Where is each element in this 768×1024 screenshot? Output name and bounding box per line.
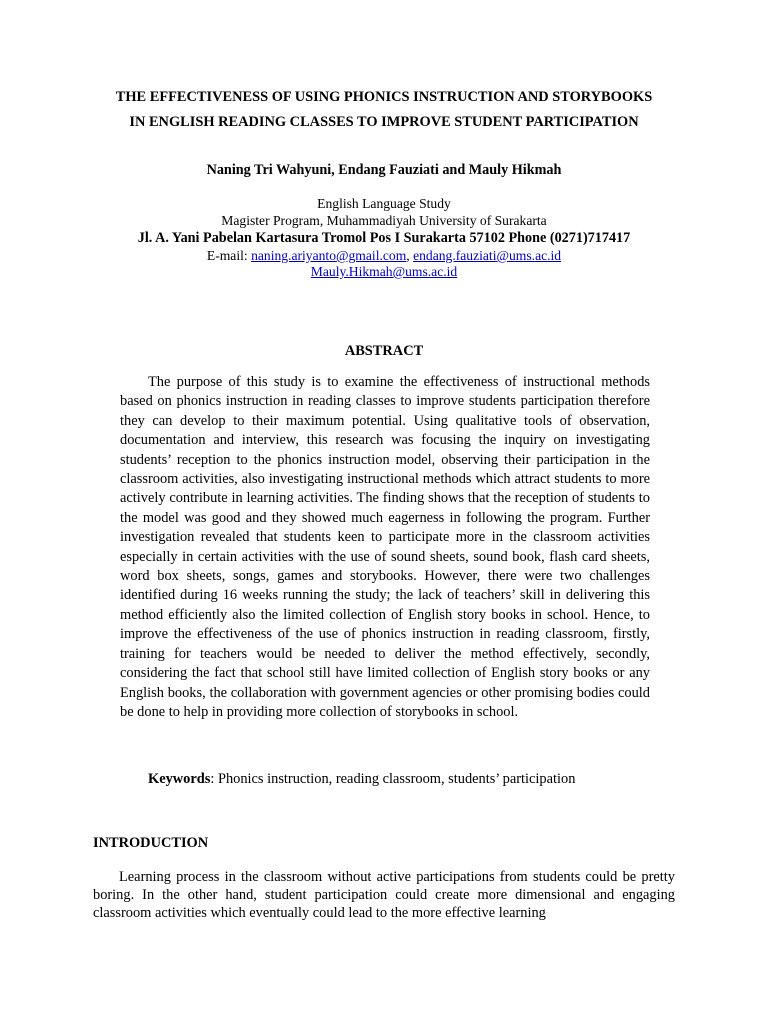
author-list: Naning Tri Wahyuni, Endang Fauziati and Mauly Hikmah — [206, 162, 562, 178]
title-line-2: IN ENGLISH READING CLASSES TO IMPROVE STUDENT PARTICIPATION — [129, 114, 639, 130]
email-link-3[interactable]: Mauly.Hikmah@ums.ac.id — [310, 264, 458, 279]
title-line-1: THE EFFECTIVENESS OF USING PHONICS INSTRUCTION AND STORYBOOKS — [115, 89, 653, 105]
abstract-body: The purpose of this study is to examine the effectiveness of instructional methods based on phonics instruction in reading classes to improve students participation therefore they can develop to their maximum potential. Using qualitative tools of observation, documentation and interview, this research was focusing the inquiry on investigating students’ reception to the phonics instruction model, observing their participation in the classroom activities, also investigating instructional methods which attract students to more actively contribute in learning activities. The finding shows that the reception of students to the model was good and they showed much eagerness in following the program. Further investigation revealed that students keen to participate more in the classroom activities especially in certain activities with the use of sound sheets, sound book, flash card sheets, word box sheets, songs, games and storybooks. However, there were two challenges identified during 16 weeks running the study; the lack of teachers’ skill in delivering this method efficiently also the limited collection of English story books in school. Hence, to improve the effectiveness of the use of phonics instruction in reading classroom, firstly, training for teachers would be needed to deliver the method effectively, secondly, considering the fact that school still have limited collection of English story books or any English books, the collaboration with government agencies or other promising bodies could be done to help in providing more collection of storybooks in school. — [120, 374, 650, 720]
email-link-1[interactable]: naning.ariyanto@gmail.com — [251, 248, 407, 263]
keywords-text: : Phonics instruction, reading classroom, students’ participation — [210, 771, 576, 787]
keywords-label: Keywords — [148, 771, 211, 787]
affiliation-program: Magister Program, Muhammadiyah University of Surakarta — [221, 213, 547, 228]
email-line — [60, 248, 708, 264]
keywords-line — [148, 771, 668, 788]
affiliation-dept: English Language Study — [317, 196, 451, 211]
abstract-heading: ABSTRACT — [344, 343, 424, 359]
email-line-2 — [60, 264, 708, 280]
email-link-2[interactable]: endang.fauziati@ums.ac.id — [413, 248, 562, 263]
introduction-heading: INTRODUCTION — [93, 835, 209, 851]
email-prefix: E-mail: — [206, 248, 252, 263]
paper-title — [60, 85, 708, 135]
affiliation-address: Jl. A. Yani Pabelan Kartasura Tromol Pos I Surakarta 57102 Phone (0271)717417 — [137, 230, 631, 246]
email-separator: , — [406, 248, 414, 263]
introduction-body: Learning process in the classroom without active participations from students could be pretty boring. In the other hand, student participation could create more dimensional and engaging classroom activities which eventually could lead to the more effective learning — [93, 869, 675, 921]
